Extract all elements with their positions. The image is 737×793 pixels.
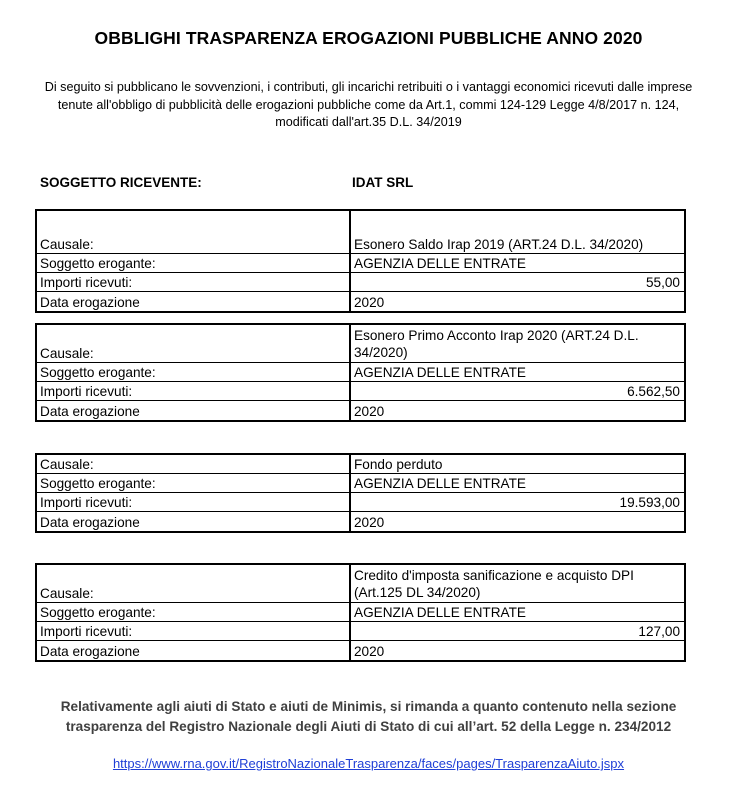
causale-label: Causale:: [37, 565, 351, 602]
importi-row: [37, 493, 684, 512]
importi-value: 55,00: [645, 275, 680, 290]
data-value: 2020: [354, 515, 385, 530]
causale-label: Causale:: [37, 455, 351, 473]
subject-value: IDAT SRL: [352, 175, 414, 190]
soggetto-label: Soggetto erogante:: [37, 603, 351, 621]
causale-value: Esonero Saldo Irap 2019 (ART.24 D.L. 34/2020): [354, 237, 644, 252]
causale-value: Fondo perduto: [354, 457, 443, 472]
grant-table-1: [35, 209, 686, 313]
data-row: [37, 401, 684, 420]
importi-value: 6.562,50: [627, 384, 680, 399]
data-label: Data erogazione: [37, 401, 351, 420]
data-value: 2020: [354, 644, 385, 659]
causale-row: [37, 325, 684, 363]
soggetto-row: [37, 254, 684, 273]
data-label: Data erogazione: [37, 641, 351, 660]
soggetto-label: Soggetto erogante:: [37, 474, 351, 492]
rna-link[interactable]: https://www.rna.gov.it/RegistroNazionaleTrasparenza/faces/pages/TrasparenzaAiuto.jspx: [112, 756, 625, 771]
soggetto-row: [37, 363, 684, 382]
importi-label: Importi ricevuti:: [37, 273, 351, 291]
importi-row: [37, 273, 684, 292]
importi-label: Importi ricevuti:: [37, 622, 351, 640]
subject-label: SOGGETTO RICEVENTE:: [40, 175, 202, 190]
data-value: 2020: [354, 295, 385, 310]
causale-label: Causale:: [37, 325, 351, 362]
soggetto-row: [37, 603, 684, 622]
data-value: 2020: [354, 404, 385, 419]
grant-table-4: [35, 563, 686, 662]
data-row: [37, 292, 684, 311]
soggetto-value: AGENZIA DELLE ENTRATE: [354, 476, 526, 491]
page-title: OBBLIGHI TRASPARENZA EROGAZIONI PUBBLICHE ANNO 2020: [94, 28, 643, 48]
soggetto-value: AGENZIA DELLE ENTRATE: [354, 605, 526, 620]
data-row: [37, 512, 684, 531]
causale-row: [37, 211, 684, 254]
intro-paragraph: Di seguito si pubblicano le sovvenzioni, i contributi, gli incarichi retribuiti o i vantaggi economici ricevuti dalle imprese tenute all'obbligo di pubblicità delle erogazioni pubbliche come da Art.1, commi 124-129 Legge 4/8/2017 n. 124, modificati dall'art.35 D.L. 34/2019: [44, 80, 693, 129]
importi-label: Importi ricevuti:: [37, 382, 351, 400]
data-row: [37, 641, 684, 660]
importi-row: [37, 382, 684, 401]
soggetto-label: Soggetto erogante:: [37, 363, 351, 381]
soggetto-row: [37, 474, 684, 493]
causale-value: Credito d'imposta sanificazione e acquisto DPI (Art.125 DL 34/2020): [354, 568, 634, 600]
grant-table-2: [35, 323, 686, 422]
soggetto-value: AGENZIA DELLE ENTRATE: [354, 256, 526, 271]
importi-value: 19.593,00: [619, 495, 680, 510]
data-label: Data erogazione: [37, 292, 351, 311]
causale-value: Esonero Primo Acconto Irap 2020 (ART.24 D.L. 34/2020): [354, 328, 639, 360]
importi-label: Importi ricevuti:: [37, 493, 351, 511]
importi-row: [37, 622, 684, 641]
grant-table-3: [35, 453, 686, 533]
soggetto-label: Soggetto erogante:: [37, 254, 351, 272]
causale-row: [37, 565, 684, 603]
data-label: Data erogazione: [37, 512, 351, 531]
soggetto-value: AGENZIA DELLE ENTRATE: [354, 365, 526, 380]
causale-label: Causale:: [37, 211, 351, 253]
importi-value: 127,00: [638, 624, 680, 639]
footer-note: Relativamente agli aiuti di Stato e aiuti de Minimis, si rimanda a quanto contenuto nella sezione trasparenza del Registro Nazionale degli Aiuti di Stato di cui all’art. 52 della Legge n. 234/2012: [60, 699, 677, 734]
causale-row: [37, 455, 684, 474]
